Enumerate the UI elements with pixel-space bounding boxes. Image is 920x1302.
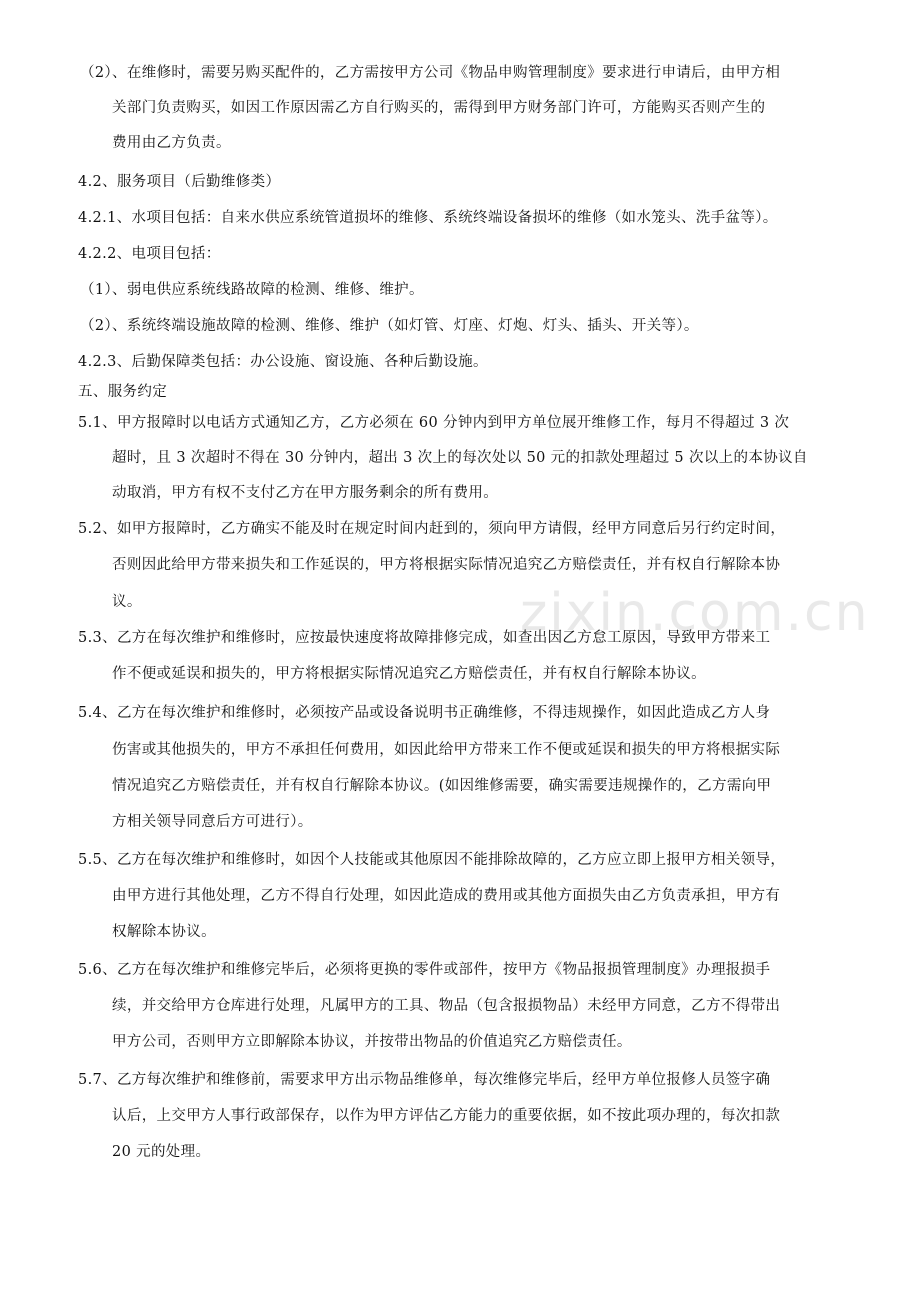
paragraph-line: 续，并交给甲方仓库进行处理，凡属甲方的工具、物品（包含报损物品）未经甲方同意，乙方不得带出 bbox=[112, 998, 781, 1014]
paragraph-line: 方相关领导同意后方可进行）。 bbox=[112, 814, 313, 830]
paragraph-line: 关部门负责购买，如因工作原因需乙方自行购买的，需得到甲方财务部门许可，方能购买否则产生的 bbox=[112, 100, 766, 116]
paragraph-line: 权解除本协议。 bbox=[112, 924, 216, 940]
paragraph-line: 4.2.1、水项目包括：自来水供应系统管道损坏的维修、系统终端设备损坏的维修（如水笼头、洗手盆等）。 bbox=[78, 210, 778, 226]
clause-5-6: 5.6、乙方在每次维护和维修完毕后，必须将更换的零件或部件，按甲方《物品报损管理制度》办理报损手 bbox=[78, 962, 771, 978]
paragraph-line: 作不便或延误和损失的，甲方将根据实际情况追究乙方赔偿责任，并有权自行解除本协议。 bbox=[112, 666, 706, 682]
clause-5-3: 5.3、乙方在每次维护和维修时，应按最快速度将故障排修完成，如查出因乙方怠工原因，导致甲方带来工 bbox=[78, 630, 771, 646]
paragraph-line: 伤害或其他损失的，甲方不承担任何费用，如因此给甲方带来工作不便或延误和损失的甲方将根据实际 bbox=[112, 742, 781, 758]
paragraph-line: 4.2.3、后勤保障类包括：办公设施、窗设施、各种后勤设施。 bbox=[78, 354, 488, 370]
clause-5-2: 5.2、如甲方报障时，乙方确实不能及时在规定时间内赶到的，须向甲方请假，经甲方同意后另行约定时间， bbox=[78, 521, 786, 537]
section-heading: 4.2、服务项目（后勤维修类） bbox=[78, 174, 281, 190]
paragraph-line: 甲方公司，否则甲方立即解除本协议，并按带出物品的价值追究乙方赔偿责任。 bbox=[112, 1034, 632, 1050]
paragraph-line: 否则因此给甲方带来损失和工作延误的，甲方将根据实际情况追究乙方赔偿责任，并有权自行解除本协 bbox=[112, 557, 781, 573]
paragraph-line: （2）、在维修时，需要另购买配件的，乙方需按甲方公司《物品申购管理制度》要求进行申请后，由甲方相 bbox=[80, 65, 781, 81]
clause-5-1: 5.1、甲方报障时以电话方式通知乙方，乙方必须在 60 分钟内到甲方单位展开维修工作，每月不得超过 3 次 bbox=[78, 415, 790, 431]
clause-5-7: 5.7、乙方每次维护和维修前，需要求甲方出示物品维修单，每次维修完毕后，经甲方单位报修人员签字确 bbox=[78, 1072, 771, 1088]
watermark: zixin.com.cn bbox=[520, 583, 870, 643]
chapter-heading: 五、服务约定 bbox=[78, 384, 168, 400]
paragraph-line: 超时，且 3 次超时不得在 30 分钟内，超出 3 次上的每次处以 50 元的扣款处理超过 5 次以上的本协议自 bbox=[112, 450, 808, 466]
paragraph-line: 4.2.2、电项目包括： bbox=[78, 246, 221, 262]
list-item: （1）、弱电供应系统线路故障的检测、维修、维护。 bbox=[80, 282, 424, 298]
paragraph-line: 情况追究乙方赔偿责任，并有权自行解除本协议。(如因维修需要，确实需要违规操作的，乙方需向甲 bbox=[112, 778, 772, 794]
clause-5-4: 5.4、乙方在每次维护和维修时，必须按产品或设备说明书正确维修，不得违规操作，如因此造成乙方人身 bbox=[78, 705, 771, 721]
clause-5-5: 5.5、乙方在每次维护和维修时，如因个人技能或其他原因不能排除故障的，乙方应立即上报甲方相关领导， bbox=[78, 852, 786, 868]
list-item: （2）、系统终端设施故障的检测、维修、维护（如灯管、灯座、灯炮、灯头、插头、开关等）。 bbox=[80, 318, 699, 334]
paragraph-line: 费用由乙方负责。 bbox=[112, 135, 231, 151]
paragraph-line: 由甲方进行其他处理，乙方不得自行处理，如因此造成的费用或其他方面损失由乙方负责承担，甲方有 bbox=[112, 888, 781, 904]
paragraph-line: 认后，上交甲方人事行政部保存，以作为甲方评估乙方能力的重要依据，如不按此项办理的，每次扣款 bbox=[112, 1108, 781, 1124]
paragraph-line: 动取消，甲方有权不支付乙方在甲方服务剩余的所有费用。 bbox=[112, 485, 499, 501]
paragraph-line: 20 元的处理。 bbox=[112, 1144, 211, 1160]
paragraph-line: 议。 bbox=[112, 594, 142, 610]
